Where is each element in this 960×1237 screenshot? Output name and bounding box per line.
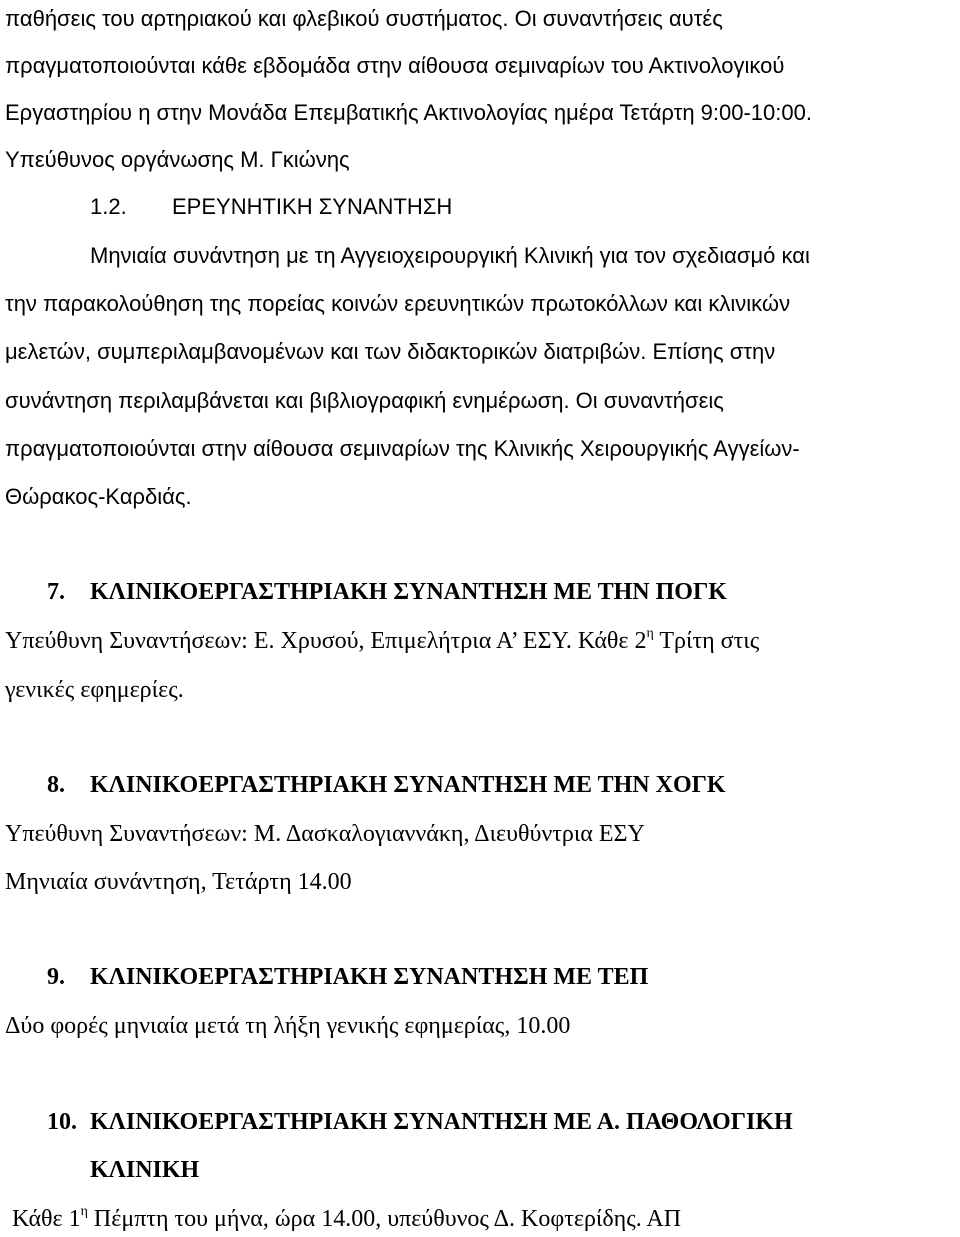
section-10-line-1-tail: Πέμπτη του μήνα, ώρα 14.00, υπεύθυνος Δ. Κοφτερίδης. ΑΠ (87, 1206, 682, 1232)
section-7-ordinal: η (646, 626, 654, 641)
section-9-number: 9. (47, 964, 65, 990)
section-10-title-line-1: ΚΛΙΝΙΚΟΕΡΓΑΣΤΗΡΙΑΚΗ ΣΥΝΑΝΤΗΣΗ ΜΕ Α. ΠΑΘΟΛΟΓΙΚΗ (90, 1109, 793, 1135)
intro-line-1: παθήσεις του αρτηριακού και φλεβικού συστήματος. Οι συναντήσεις αυτές (5, 6, 723, 31)
section-1-2-number: 1.2. (90, 194, 127, 219)
section-9-title: ΚΛΙΝΙΚΟΕΡΓΑΣΤΗΡΙΑΚΗ ΣΥΝΑΝΤΗΣΗ ΜΕ ΤΕΠ (90, 964, 649, 990)
section-7-line-2: γενικές εφημερίες. (5, 677, 184, 703)
section-1-2-title: ΕΡΕΥΝΗΤΙΚΗ ΣΥΝΑΝΤΗΣΗ (172, 194, 453, 219)
intro-line-2: πραγματοποιούνται κάθε εβδομάδα στην αίθουσα σεμιναρίων του Ακτινολογικού (5, 53, 785, 78)
section-8-number: 8. (47, 772, 65, 798)
section-1-2-line-4: συνάντηση περιλαμβάνεται και βιβλιογραφική ενημέρωση. Οι συναντήσεις (5, 388, 724, 413)
section-7-line-1 (5, 626, 760, 654)
section-10-number: 10. (47, 1109, 77, 1135)
intro-line-4: Υπεύθυνος οργάνωσης Μ. Γκιώνης (5, 147, 350, 172)
section-7-line-1-tail: Τρίτη στις (653, 628, 760, 654)
section-10-ordinal: η (80, 1204, 88, 1219)
section-8-line-1: Υπεύθυνη Συναντήσεων: Μ. Δασκαλογιαννάκη, Διευθύντρια ΕΣΥ (5, 821, 645, 847)
section-1-2-line-5: πραγματοποιούνται στην αίθουσα σεμιναρίων της Κλινικής Χειρουργικής Αγγείων- (5, 436, 800, 461)
section-1-2-line-3: μελετών, συμπεριλαμβανομένων και των διδακτορικών διατριβών. Επίσης στην (5, 339, 776, 364)
section-1-2-line-1: Μηνιαία συνάντηση με τη Αγγειοχειρουργική Κλινική για τον σχεδιασμό και (90, 243, 810, 268)
section-7-title: ΚΛΙΝΙΚΟΕΡΓΑΣΤΗΡΙΑΚΗ ΣΥΝΑΝΤΗΣΗ ΜΕ ΤΗΝ ΠΟΓΚ (90, 579, 727, 605)
section-10-title-line-2: ΚΛΙΝΙΚΗ (90, 1157, 200, 1183)
section-10-line-1 (12, 1204, 682, 1232)
section-8-line-2: Μηνιαία συνάντηση, Τετάρτη 14.00 (5, 869, 352, 895)
section-7-number: 7. (47, 579, 65, 605)
intro-line-3: Εργαστηρίου η στην Μονάδα Επεμβατικής Ακτινολογίας ημέρα Τετάρτη 9:00-10:00. (5, 100, 812, 125)
section-1-2-line-6: Θώρακος-Καρδιάς. (5, 484, 192, 509)
section-1-2-line-2: την παρακολούθηση της πορείας κοινών ερευνητικών πρωτοκόλλων και κλινικών (5, 291, 791, 316)
section-8-title: ΚΛΙΝΙΚΟΕΡΓΑΣΤΗΡΙΑΚΗ ΣΥΝΑΝΤΗΣΗ ΜΕ ΤΗΝ ΧΟΓΚ (90, 772, 726, 798)
section-7-line-1-text: Υπεύθυνη Συναντήσεων: Ε. Χρυσού, Επιμελήτρια Α’ ΕΣΥ. Κάθε 2 (5, 628, 647, 654)
section-9-line-1: Δύο φορές μηνιαία μετά τη λήξη γενικής εφημερίας, 10.00 (5, 1013, 571, 1039)
section-10-line-1-text: Κάθε 1 (12, 1206, 81, 1232)
